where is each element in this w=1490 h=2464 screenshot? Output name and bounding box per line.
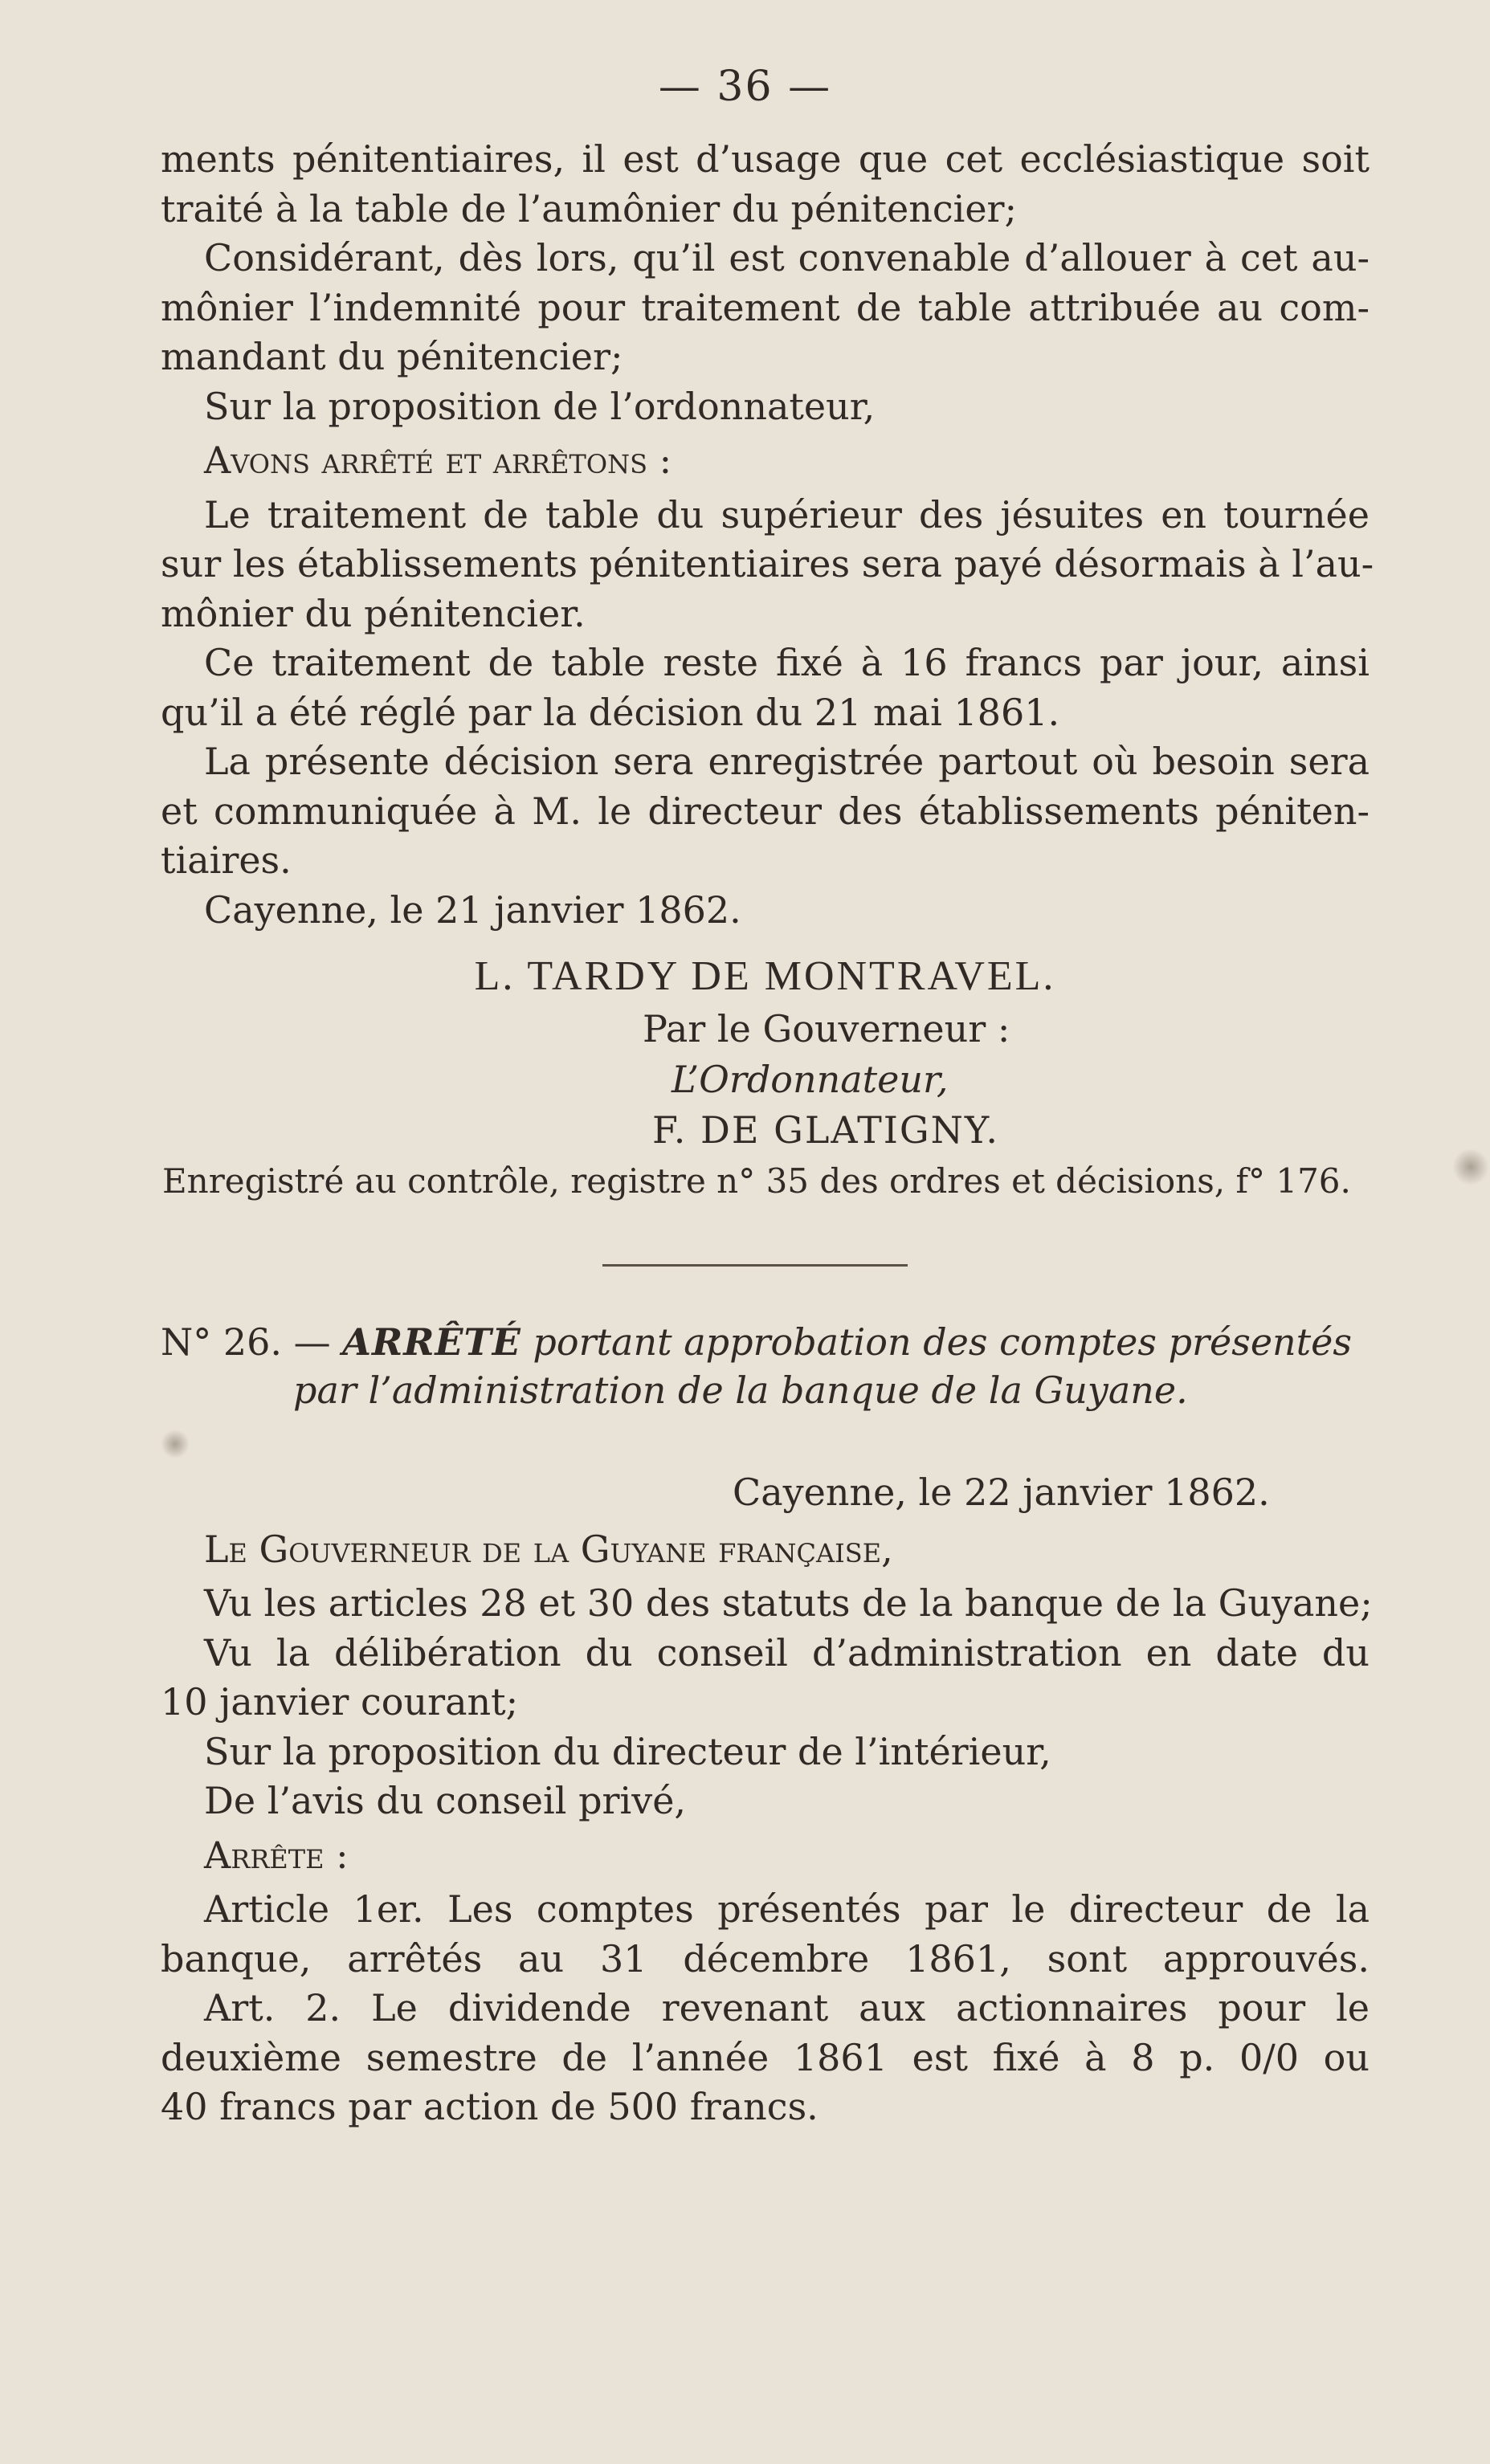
signature-by: Par le Gouverneur : <box>643 1007 1010 1050</box>
text-line: Vu la délibération du conseil d’administration en date du <box>204 1630 1370 1675</box>
text-line: 40 francs par action de 500 francs. <box>161 2085 818 2128</box>
section-divider <box>602 1264 908 1267</box>
text-line: mônier du pénitencier. <box>161 591 586 635</box>
act-title-word: ARRÊTÉ <box>342 1320 521 1364</box>
text-line: mônier l’indemnité pour traitement de table attribuée au com- <box>161 285 1370 329</box>
act-number: N° 26. — <box>161 1320 331 1364</box>
text-line: De l’avis du conseil privé, <box>204 1779 687 1822</box>
signature-role: L’Ordonnateur, <box>672 1058 949 1101</box>
text-line: qu’il a été réglé par la décision du 21 mai 1861. <box>161 690 1060 734</box>
date-line: Cayenne, le 21 janvier 1862. <box>204 887 741 932</box>
text-line: Sur la proposition du directeur de l’intérieur, <box>204 1729 1051 1773</box>
text-line: Le Gouverneur de la Guyane française, <box>204 1527 893 1571</box>
act-date: Cayenne, le 22 janvier 1862. <box>733 1470 1270 1514</box>
text-line: Vu les articles 28 et 30 des statuts de la banque de la Guyane; <box>204 1581 1373 1625</box>
registration-note: Enregistré au contrôle, registre n° 35 des ordres et décisions, f° 176. <box>162 1161 1351 1201</box>
text-line: Sur la proposition de l’ordonnateur, <box>204 384 876 428</box>
ink-stain <box>1452 1148 1489 1185</box>
text-line: sur les établissements pénitentiaires sera payé désormais à l’au- <box>161 542 1374 585</box>
text-line: deuxième semestre de l’année 1861 est fixé à 8 p. 0/0 ou <box>161 2035 1370 2079</box>
text-line: traité à la table de l’aumônier du pénitencier; <box>161 186 1018 230</box>
page-number: — 36 — <box>658 63 832 111</box>
act-title-line2: par l’administration de la banque de la Guyane. <box>293 1368 1188 1412</box>
text-line: mandant du pénitencier; <box>161 335 623 378</box>
text-line: banque, arrêtés au 31 décembre 1861, sont approuvés. <box>161 1936 1370 1981</box>
decree-formula: Avons arrêté et arrêtons : <box>204 439 672 482</box>
governor-signature: L. TARDY DE MONTRAVEL. <box>474 953 1056 999</box>
text-line: Art. 2. Le dividende revenant aux actionnaires pour le <box>204 1986 1370 2030</box>
text-line: Article 1er. Les comptes présentés par le directeur de la <box>204 1887 1370 1931</box>
document-body <box>161 135 1374 2132</box>
ordonnateur-signature: F. DE GLATIGNY. <box>652 1108 999 1152</box>
text-line: La présente décision sera enregistrée partout où besoin sera <box>204 740 1370 783</box>
text-line: Considérant, dès lors, qu’il est convenable d’allouer à cet au- <box>204 236 1370 279</box>
decree-formula: Arrête : <box>204 1833 349 1877</box>
act-title-rest: portant approbation des comptes présentés <box>533 1320 1352 1364</box>
text-line: tiaires. <box>161 838 292 882</box>
text-line: ments pénitentiaires, il est d’usage que cet ecclésiastique soit <box>161 137 1370 181</box>
text-line: Le traitement de table du supérieur des jésuites en tournée <box>204 492 1370 536</box>
text-line: 10 janvier courant; <box>161 1680 519 1724</box>
act-heading <box>161 1318 1370 1366</box>
text-line: Ce traitement de table reste fixé à 16 francs par jour, ainsi <box>204 641 1370 684</box>
text-line: et communiquée à M. le directeur des établissements péniten- <box>161 789 1370 833</box>
